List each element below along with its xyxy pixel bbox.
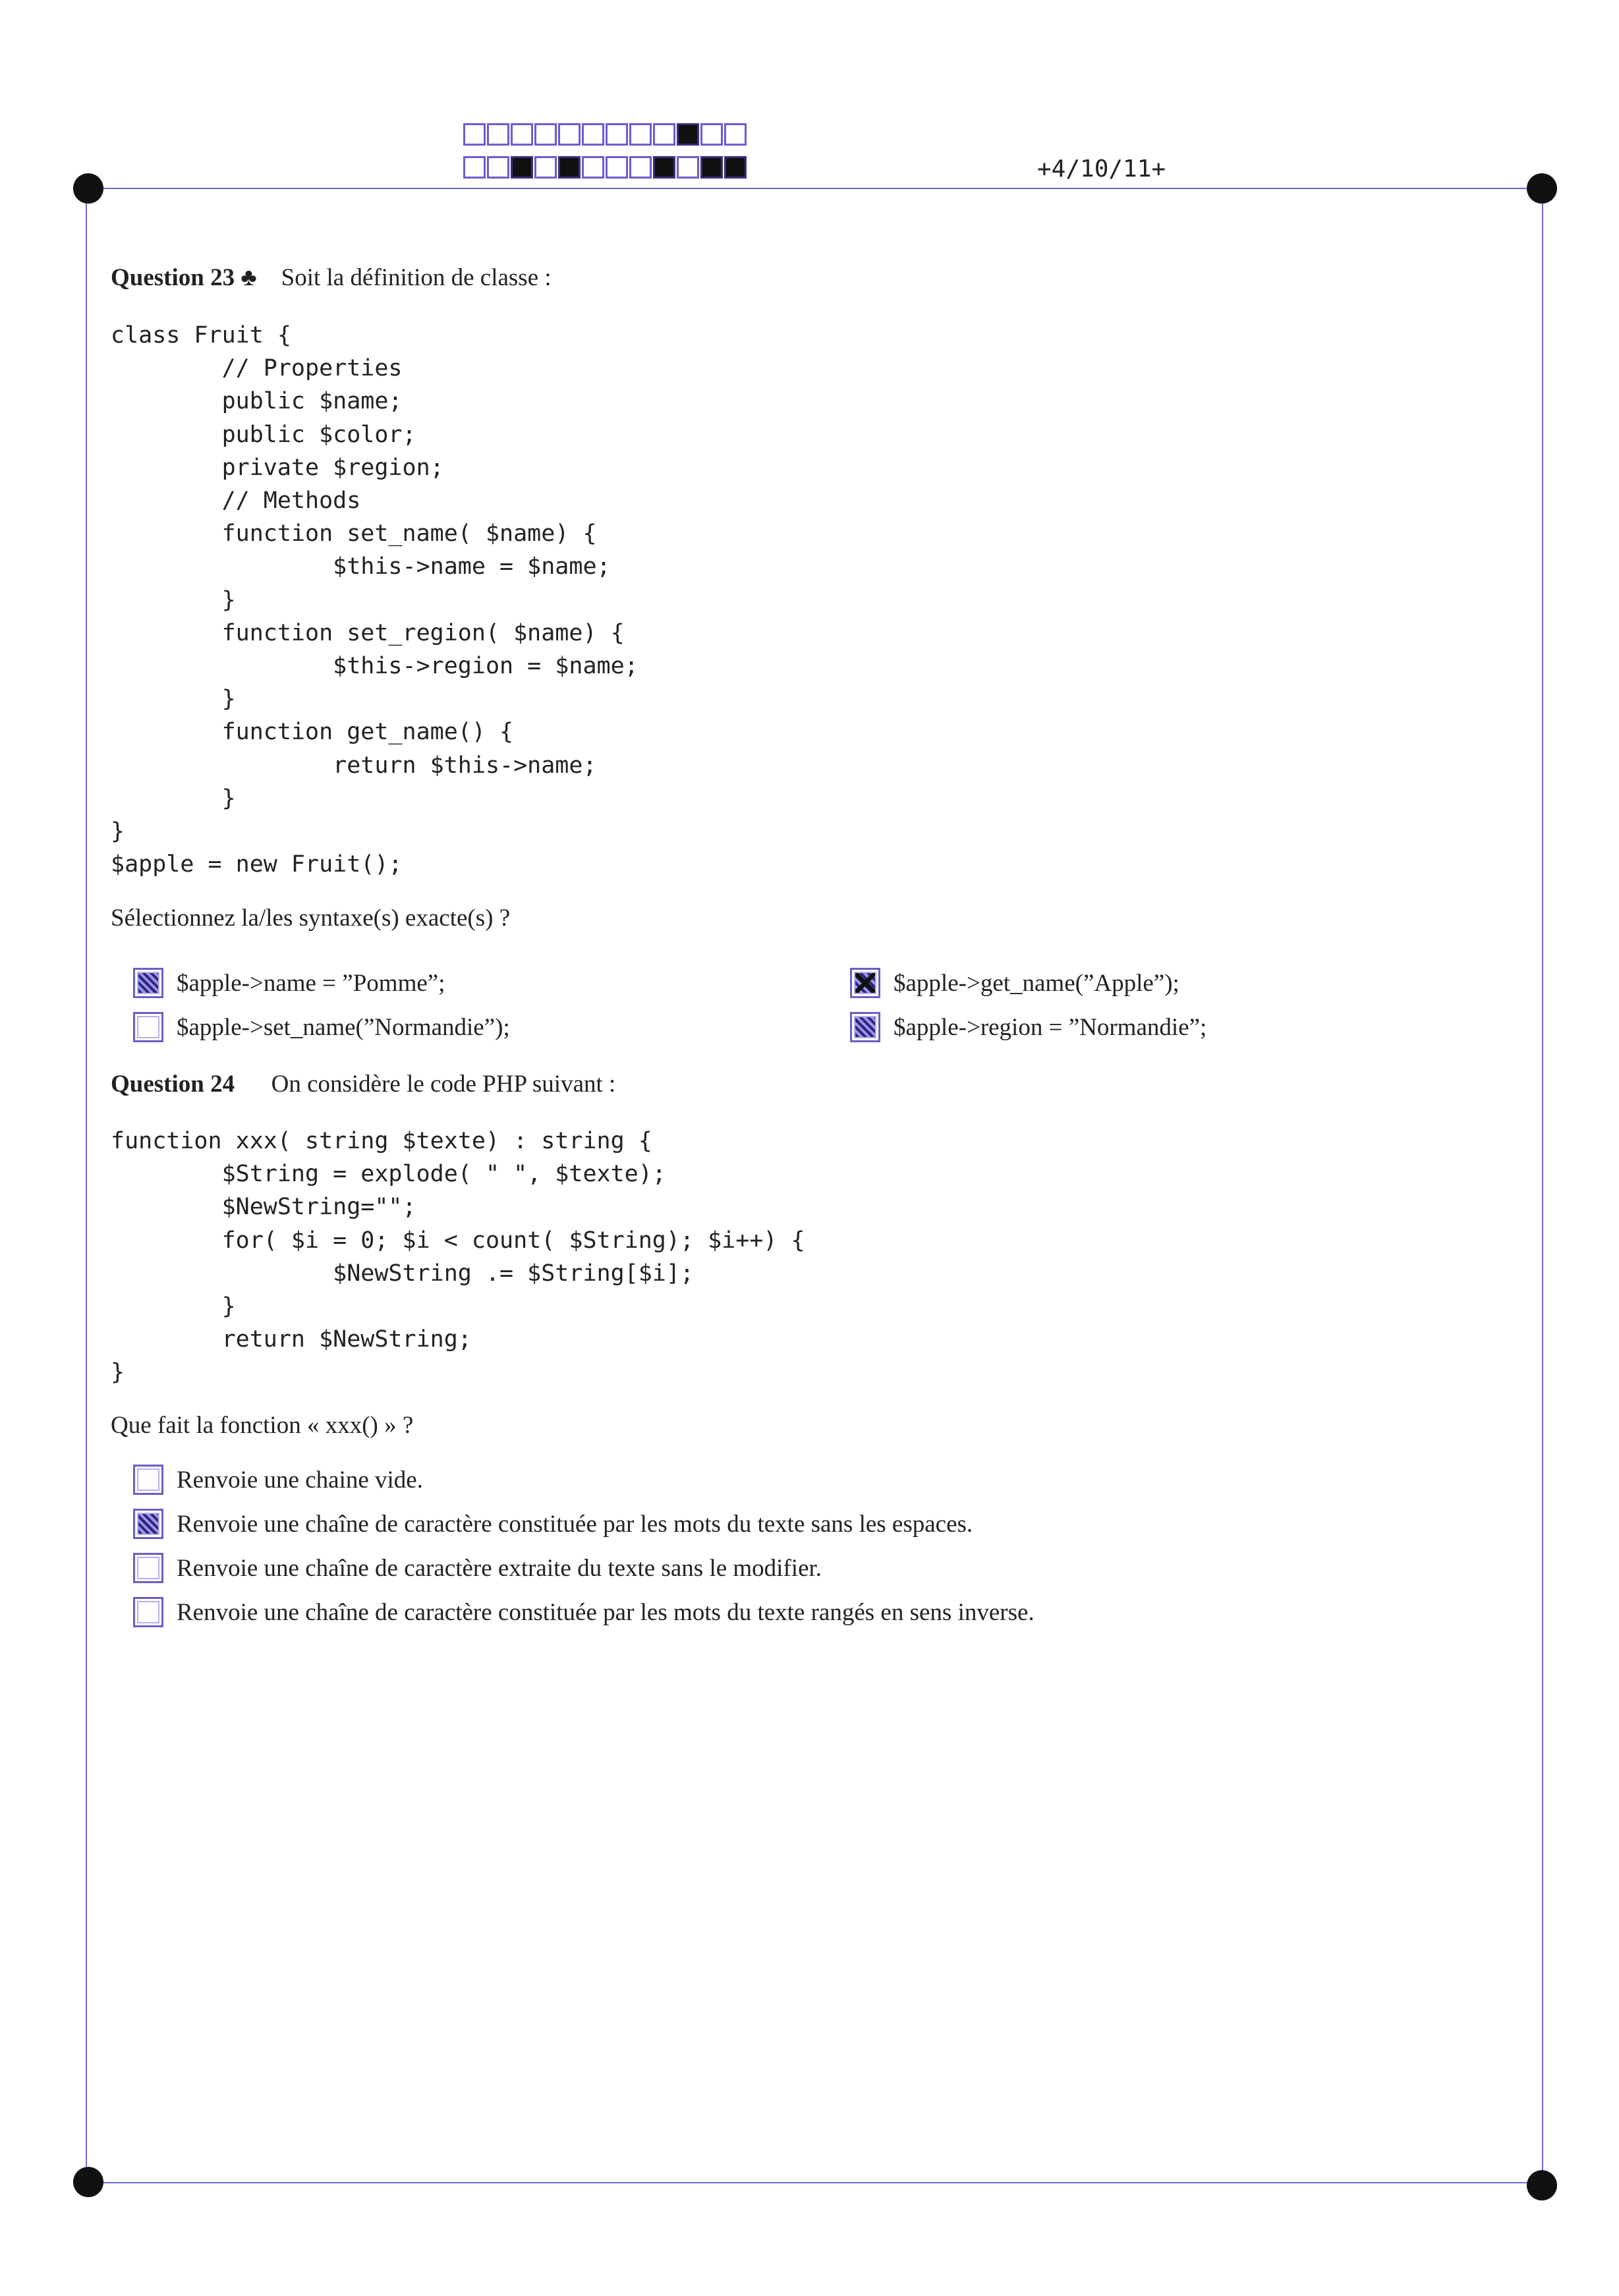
code-grid-bottom-cell [511,156,533,179]
q24-answer-4-text: Renvoie une chaîne de caractère constituée par les mots du texte rangés en sens inverse. [177,1598,1035,1626]
q23-answer-2-text: $apple->get_name(”Apple”); [894,969,1179,997]
question-24-label: Question 24 [111,1071,235,1098]
q24-answer-4-checkbox[interactable] [133,1597,163,1627]
code-grid-top [463,123,747,146]
question-24-code: function xxx( string $texte) : string { $String = explode( " ", $texte); $NewString=""; for( $i = 0; $i < count( $String); $i++) { $NewString .= $String[$i]; } return $NewString; } [111,1128,805,1386]
code-grid-bottom-cell [463,156,486,179]
q24-answer-4[interactable] [133,1597,1035,1627]
code-grid-top-cell [724,123,747,146]
q23-answer-1[interactable] [133,968,445,998]
q24-answer-1-checkbox[interactable] [133,1465,163,1495]
question-24-text: On considère le code PHP suivant : [271,1071,616,1098]
code-grid-bottom [463,156,747,179]
q23-answer-4-checkbox[interactable] [850,1012,880,1042]
q24-answer-3-checkbox[interactable] [133,1553,163,1583]
code-grid-top-cell [653,123,675,146]
q24-answer-1-text: Renvoie une chaine vide. [177,1466,423,1494]
q24-answer-1[interactable] [133,1465,423,1495]
code-grid-top-cell [629,123,652,146]
corner-mark-top-left [73,173,103,204]
code-grid-bottom-cell [700,156,723,179]
question-23-prompt: Sélectionnez la/les syntaxe(s) exacte(s) ? [111,905,511,932]
frame-top-line [87,188,1545,189]
club-icon: ♣ [241,264,257,291]
code-grid-top-cell [606,123,628,146]
page-code: +4/10/11+ [1037,155,1166,182]
q24-answer-3[interactable] [133,1553,822,1583]
question-23-label: Question 23 [111,264,235,291]
code-grid-bottom-cell [558,156,581,179]
q23-answer-4-text: $apple->region = ”Normandie”; [894,1013,1207,1041]
code-grid-top-cell [700,123,723,146]
code-grid-bottom-cell [724,156,747,179]
q23-answer-1-text: $apple->name = ”Pomme”; [177,969,445,997]
q23-answer-4[interactable] [850,1012,1207,1042]
code-grid-top-cell [558,123,581,146]
frame-bottom-line [87,2182,1545,2183]
corner-mark-top-right [1527,173,1557,204]
question-23-code: class Fruit { // Properties public $name; public $color; private $region; // Methods function set_name( $name) { $this->name = $name; } function set_region( $name) { $this->region = $name; } function get_name() { return $this->name; } } $apple = new Fruit(); [111,322,639,878]
question-24-title [111,1070,615,1098]
code-grid-bottom-cell [606,156,628,179]
q24-answer-3-text: Renvoie une chaîne de caractère extraite du texte sans le modifier. [177,1554,822,1582]
q23-answer-2-checkbox[interactable] [850,968,880,998]
q24-answer-2-checkbox[interactable] [133,1509,163,1539]
code-grid-bottom-cell [653,156,675,179]
code-grid-top-cell [511,123,533,146]
q23-answer-3-text: $apple->set_name(”Normandie”); [177,1013,510,1041]
frame-right-line [1542,189,1543,2182]
q24-answer-2[interactable] [133,1509,973,1539]
question-23-text: Soit la définition de classe : [281,264,552,291]
code-grid-top-cell [534,123,557,146]
corner-mark-bottom-right [1527,2170,1557,2200]
corner-mark-bottom-left [73,2167,103,2197]
code-grid-bottom-cell [629,156,652,179]
code-grid-bottom-cell [534,156,557,179]
code-grid-bottom-cell [582,156,604,179]
code-grid-bottom-cell [677,156,699,179]
code-grid-bottom-cell [487,156,509,179]
code-grid-top-cell [582,123,604,146]
code-grid-top-cell [487,123,509,146]
q23-answer-1-checkbox[interactable] [133,968,163,998]
question-24-prompt: Que fait la fonction « xxx() » ? [111,1412,414,1439]
question-23-title [111,264,552,292]
q23-answer-2[interactable] [850,968,1179,998]
q24-answer-2-text: Renvoie une chaîne de caractère constituée par les mots du texte sans les espaces. [177,1510,973,1538]
code-grid-top-cell [677,123,699,146]
q23-answer-3[interactable] [133,1012,510,1042]
code-grid-top-cell [463,123,486,146]
frame-left-line [86,189,87,2182]
q23-answer-3-checkbox[interactable] [133,1012,163,1042]
